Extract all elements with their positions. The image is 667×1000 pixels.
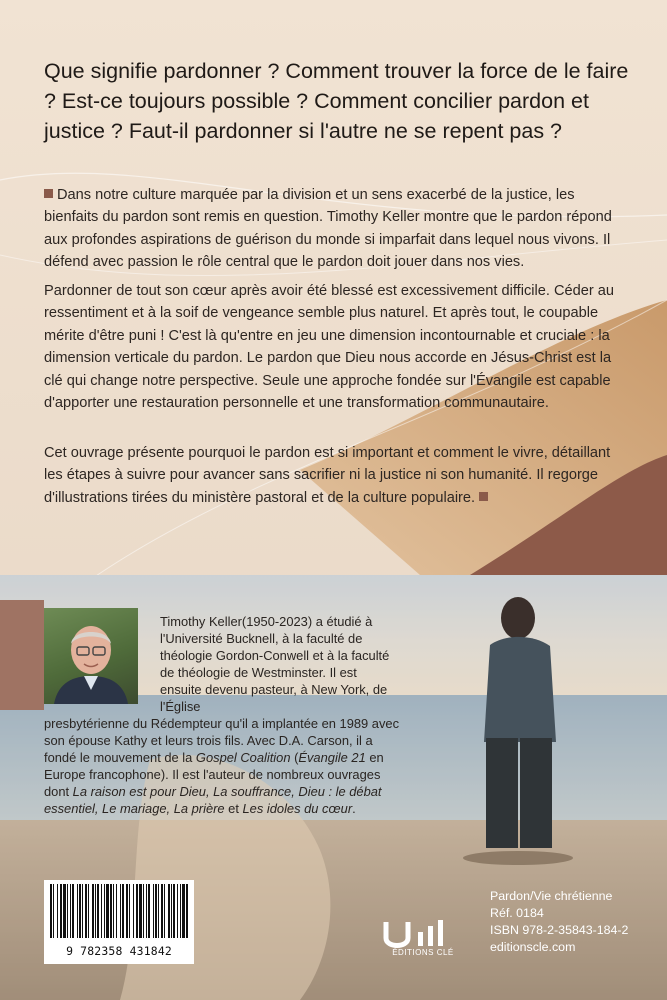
barcode-bar: [155, 884, 157, 938]
author-bio-continued: [44, 715, 404, 817]
barcode-bar: [70, 884, 71, 938]
barcode-bar: [164, 884, 165, 938]
author-photo: [44, 608, 138, 704]
square-marker-start: [44, 189, 53, 198]
barcode-bar: [110, 884, 112, 938]
bio-works-list: La raison est pour Dieu, La souffrance, Dieu : le débat essentiel, Le mariage, La prière: [44, 784, 382, 816]
bio-evangile21: Évangile 21: [298, 750, 366, 765]
barcode-bar: [136, 884, 138, 938]
barcode-bar: [72, 884, 74, 938]
barcode-bar: [143, 884, 144, 938]
barcode-bar: [60, 884, 62, 938]
barcode-bar: [113, 884, 114, 938]
barcode-bar: [53, 884, 54, 938]
bio-text: et: [224, 801, 243, 816]
barcode-bar: [85, 884, 87, 938]
barcode-bar: [148, 884, 150, 938]
barcode-bar: [50, 884, 52, 938]
book-isbn: ISBN 978-2-35843-184-2: [490, 923, 629, 937]
barcode-bar: [146, 884, 147, 938]
barcode-bar: [95, 884, 96, 938]
barcode-bar: [77, 884, 78, 938]
barcode-bar: [97, 884, 99, 938]
barcode-bar: [173, 884, 175, 938]
barcode-digits: 9 782358 431842: [66, 944, 172, 958]
barcode-bar: [82, 884, 83, 938]
headline: Que signifie pardonner ? Comment trouver la force de le faire ? Est-ce toujours possible ? Comment concilier pardon et justice ? Faut-il pardonner si l'autre ne se repent pas ?: [44, 59, 629, 143]
author-bio-intro: Timothy Keller(1950-2023) a étudié à l'Université Bucknell, à la faculté de théologie Gordon-Conwell et à la faculté de théologie de Westminster. Il est ensuite devenu pasteur, à New York, de l'Église: [160, 614, 390, 714]
barcode-bar: [153, 884, 154, 938]
editions-cle-logo-icon: [378, 918, 468, 968]
barcode-bar: [79, 884, 81, 938]
paragraph-conclusion-text: Cet ouvrage présente pourquoi le pardon est si important et comment le vivre, détaillant les étapes à suivre pour avancer sans sacrifier ni la justice ni son humanité. Il regorge d'illustrations tirées du ministère pastoral et de la culture populaire.: [44, 445, 611, 506]
bio-text: (: [290, 750, 299, 765]
barcode-bar: [139, 884, 142, 938]
barcode-bar: [177, 884, 178, 938]
barcode-bar: [101, 884, 102, 938]
barcode-bar: [120, 884, 121, 938]
paragraph-intro: [44, 184, 629, 274]
bio-gospel-coalition: Gospel Coalition: [195, 750, 291, 765]
barcode-bar: [180, 884, 181, 938]
barcode-bar: [92, 884, 94, 938]
barcode-bar: [168, 884, 170, 938]
bio-text: .: [352, 801, 356, 816]
barcode-bar: [133, 884, 134, 938]
bio-last-work: Les idoles du cœur: [242, 801, 353, 816]
publisher-name: ÉDITIONS CLÉ: [392, 948, 454, 957]
barcode-bar: [122, 884, 124, 938]
square-marker-end: [479, 492, 488, 501]
barcode-bar: [171, 884, 172, 938]
book-info: [490, 888, 660, 956]
barcode-bar: [57, 884, 58, 938]
barcode-bar: [182, 884, 185, 938]
barcode-bar: [106, 884, 109, 938]
barcode-bar: [104, 884, 105, 938]
barcode-bar: [158, 884, 159, 938]
book-category: Pardon/Vie chrétienne: [490, 889, 613, 903]
barcode-bars: [44, 880, 194, 942]
barcode-bar: [88, 884, 89, 938]
barcode-bar: [67, 884, 68, 938]
publisher-website: editionscle.com: [490, 940, 576, 954]
paragraph-conclusion: [44, 442, 629, 509]
book-reference: Réf. 0184: [490, 906, 544, 920]
barcode-bar: [126, 884, 128, 938]
barcode-bar: [161, 884, 163, 938]
paragraph-intro-text: Dans notre culture marquée par la division et un sens exacerbé de la justice, les bienfaits du pardon sont remis en question. Timothy Keller montre que le pardon répond aux profondes aspirations de guérison du monde si imparfait dans lequel nous vivons. Il défend avec passion le rôle central que le pardon doit jouer dans nos vies.: [44, 187, 612, 271]
barcode-bar: [129, 884, 130, 938]
barcode-bar: [63, 884, 66, 938]
bio-text: en Europe francophone). Il est l'auteur de nombreux ouvrages dont: [44, 750, 384, 799]
barcode-bar: [116, 884, 117, 938]
bio-text: presbytérienne du Rédempteur qu'il a implantée en 1989 avec son épouse Kathy et leurs trois fils. Avec D.A. Carson, il a fondé le mouvement de la: [44, 716, 400, 765]
barcode-bar: [186, 884, 188, 938]
paragraph-body: Pardonner de tout son cœur après avoir été blessé est excessivement difficile. Céder au ressentiment et à la soif de vengeance semble plus naturel. Et après tout, le coupable mérite d'être puni ! C'est là qu'entre en jeu une dimension incontournable et cruciale : la dimension verticale du pardon. Le pardon que Dieu nous accorde en Jésus-Christ est la clé qui change notre perspective. Seule une approche fondée sur l'Évangile est capable d'apporter une restauration personnelle et une transformation communautaire.: [44, 283, 614, 412]
